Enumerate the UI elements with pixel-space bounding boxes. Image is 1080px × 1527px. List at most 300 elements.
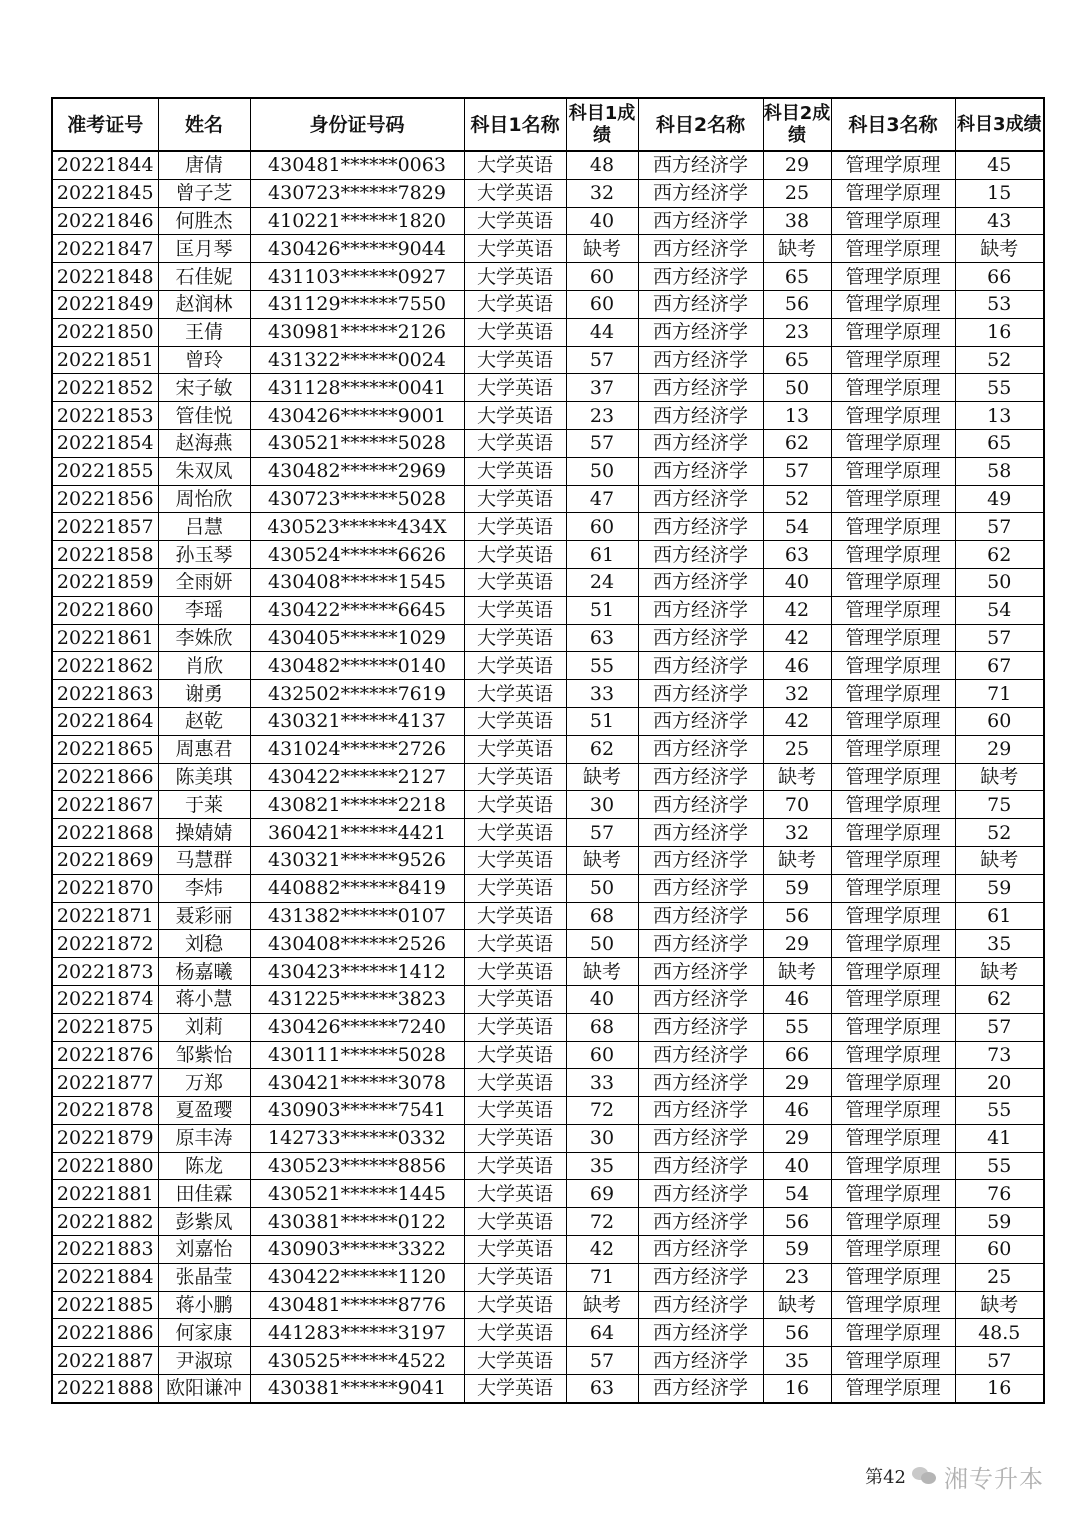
- cell-subject2-name: 西方经济学: [638, 791, 763, 819]
- cell-name: 张晶莹: [158, 1263, 250, 1291]
- cell-subject1-score: 57: [566, 1347, 638, 1375]
- cell-subject2-score: 29: [763, 151, 831, 179]
- cell-subject1-score: 47: [566, 485, 638, 513]
- cell-id-number: 430422******6645: [250, 596, 464, 624]
- cell-name: 曾玲: [158, 346, 250, 374]
- cell-subject2-name: 西方经济学: [638, 846, 763, 874]
- cell-subject1-name: 大学英语: [464, 1097, 566, 1125]
- cell-subject1-name: 大学英语: [464, 513, 566, 541]
- cell-subject1-name: 大学英语: [464, 874, 566, 902]
- cell-subject3-score: 55: [955, 1152, 1044, 1180]
- table-row: [52, 151, 1044, 179]
- cell-name: 刘稳: [158, 930, 250, 958]
- table-row: [52, 596, 1044, 624]
- cell-name: 万郑: [158, 1069, 250, 1097]
- cell-subject2-name: 西方经济学: [638, 1319, 763, 1347]
- cell-subject3-score: 59: [955, 1208, 1044, 1236]
- cell-id-number: 360421******4421: [250, 819, 464, 847]
- cell-subject1-name: 大学英语: [464, 596, 566, 624]
- cell-subject2-score: 57: [763, 457, 831, 485]
- cell-name: 刘莉: [158, 1013, 250, 1041]
- cell-subject3-score: 15: [955, 179, 1044, 207]
- cell-subject2-name: 西方经济学: [638, 680, 763, 708]
- cell-subject2-score: 46: [763, 985, 831, 1013]
- cell-subject3-score: 缺考: [955, 235, 1044, 263]
- cell-id-number: 430523******8856: [250, 1152, 464, 1180]
- cell-subject2-score: 23: [763, 1263, 831, 1291]
- cell-name: 原丰涛: [158, 1124, 250, 1152]
- table-row: [52, 624, 1044, 652]
- table-row: [52, 513, 1044, 541]
- cell-id-number: 430723******7829: [250, 179, 464, 207]
- cell-subject1-name: 大学英语: [464, 402, 566, 430]
- cell-subject1-name: 大学英语: [464, 568, 566, 596]
- cell-subject3-name: 管理学原理: [831, 680, 955, 708]
- cell-name: 肖欣: [158, 652, 250, 680]
- cell-id-number: 430981******2126: [250, 318, 464, 346]
- cell-subject1-score: 69: [566, 1180, 638, 1208]
- cell-subject1-name: 大学英语: [464, 151, 566, 179]
- cell-subject3-score: 13: [955, 402, 1044, 430]
- cell-subject2-name: 西方经济学: [638, 1236, 763, 1264]
- cell-id-number: 430426******9044: [250, 235, 464, 263]
- cell-subject1-name: 大学英语: [464, 763, 566, 791]
- header-subject2-name: 科目2名称: [638, 98, 763, 151]
- cell-subject1-score: 50: [566, 930, 638, 958]
- cell-id-number: 430481******8776: [250, 1291, 464, 1319]
- cell-subject2-score: 25: [763, 735, 831, 763]
- table-row: [52, 985, 1044, 1013]
- table-row: [52, 680, 1044, 708]
- cell-subject1-score: 30: [566, 791, 638, 819]
- cell-subject1-name: 大学英语: [464, 1375, 566, 1403]
- cell-name: 于莱: [158, 791, 250, 819]
- cell-subject1-name: 大学英语: [464, 680, 566, 708]
- cell-subject2-name: 西方经济学: [638, 374, 763, 402]
- cell-subject1-name: 大学英语: [464, 930, 566, 958]
- cell-subject2-name: 西方经济学: [638, 652, 763, 680]
- cell-subject3-score: 43: [955, 207, 1044, 235]
- cell-subject2-score: 缺考: [763, 1291, 831, 1319]
- cell-exam-id: 20221869: [52, 846, 158, 874]
- cell-name: 马慧群: [158, 846, 250, 874]
- cell-subject2-score: 40: [763, 568, 831, 596]
- cell-subject3-name: 管理学原理: [831, 1319, 955, 1347]
- cell-subject3-name: 管理学原理: [831, 541, 955, 569]
- cell-subject3-score: 57: [955, 513, 1044, 541]
- cell-id-number: 432502******7619: [250, 680, 464, 708]
- score-table: [51, 97, 1045, 1404]
- cell-subject3-name: 管理学原理: [831, 930, 955, 958]
- cell-subject1-score: 50: [566, 457, 638, 485]
- cell-exam-id: 20221880: [52, 1152, 158, 1180]
- cell-id-number: 430524******6626: [250, 541, 464, 569]
- cell-subject1-name: 大学英语: [464, 1208, 566, 1236]
- cell-subject3-score: 75: [955, 791, 1044, 819]
- cell-name: 杨嘉曦: [158, 958, 250, 986]
- cell-subject2-name: 西方经济学: [638, 707, 763, 735]
- cell-subject1-name: 大学英语: [464, 1347, 566, 1375]
- cell-exam-id: 20221864: [52, 707, 158, 735]
- cell-subject1-name: 大学英语: [464, 207, 566, 235]
- table-row: [52, 1208, 1044, 1236]
- cell-id-number: 430525******4522: [250, 1347, 464, 1375]
- cell-subject3-name: 管理学原理: [831, 207, 955, 235]
- cell-subject1-name: 大学英语: [464, 1319, 566, 1347]
- cell-name: 周怡欣: [158, 485, 250, 513]
- cell-name: 朱双凤: [158, 457, 250, 485]
- cell-subject3-score: 20: [955, 1069, 1044, 1097]
- cell-subject3-name: 管理学原理: [831, 485, 955, 513]
- cell-subject1-score: 32: [566, 179, 638, 207]
- cell-subject1-name: 大学英语: [464, 652, 566, 680]
- cell-name: 夏盈璎: [158, 1097, 250, 1125]
- cell-exam-id: 20221854: [52, 429, 158, 457]
- cell-subject3-score: 71: [955, 680, 1044, 708]
- cell-exam-id: 20221879: [52, 1124, 158, 1152]
- cell-subject3-score: 57: [955, 624, 1044, 652]
- cell-subject3-score: 58: [955, 457, 1044, 485]
- cell-subject3-score: 62: [955, 985, 1044, 1013]
- cell-name: 陈美琪: [158, 763, 250, 791]
- cell-subject2-name: 西方经济学: [638, 457, 763, 485]
- header-exam-id: 准考证号: [52, 98, 158, 151]
- cell-subject2-name: 西方经济学: [638, 1041, 763, 1069]
- cell-exam-id: 20221885: [52, 1291, 158, 1319]
- cell-subject1-score: 63: [566, 624, 638, 652]
- cell-subject3-name: 管理学原理: [831, 652, 955, 680]
- cell-subject2-score: 25: [763, 179, 831, 207]
- cell-subject3-score: 缺考: [955, 846, 1044, 874]
- cell-subject2-score: 56: [763, 290, 831, 318]
- cell-subject1-score: 35: [566, 1152, 638, 1180]
- cell-subject3-name: 管理学原理: [831, 1097, 955, 1125]
- cell-subject2-score: 23: [763, 318, 831, 346]
- cell-subject2-name: 西方经济学: [638, 429, 763, 457]
- cell-subject1-score: 48: [566, 151, 638, 179]
- cell-subject1-score: 33: [566, 1069, 638, 1097]
- cell-subject1-score: 缺考: [566, 846, 638, 874]
- cell-subject2-score: 42: [763, 596, 831, 624]
- cell-subject1-name: 大学英语: [464, 1152, 566, 1180]
- cell-subject3-score: 62: [955, 541, 1044, 569]
- cell-subject2-name: 西方经济学: [638, 568, 763, 596]
- cell-subject1-score: 40: [566, 985, 638, 1013]
- cell-exam-id: 20221857: [52, 513, 158, 541]
- cell-id-number: 430422******2127: [250, 763, 464, 791]
- wechat-icon: [912, 1465, 938, 1487]
- cell-subject1-score: 68: [566, 1013, 638, 1041]
- cell-subject1-score: 63: [566, 1375, 638, 1403]
- cell-exam-id: 20221856: [52, 485, 158, 513]
- cell-subject2-score: 42: [763, 624, 831, 652]
- cell-id-number: 430408******1545: [250, 568, 464, 596]
- cell-exam-id: 20221861: [52, 624, 158, 652]
- cell-exam-id: 20221870: [52, 874, 158, 902]
- cell-subject1-score: 51: [566, 707, 638, 735]
- cell-subject3-score: 66: [955, 263, 1044, 291]
- table-row: [52, 763, 1044, 791]
- cell-id-number: 430903******7541: [250, 1097, 464, 1125]
- cell-subject3-score: 65: [955, 429, 1044, 457]
- cell-subject2-score: 29: [763, 1069, 831, 1097]
- cell-id-number: 410221******1820: [250, 207, 464, 235]
- cell-subject2-name: 西方经济学: [638, 318, 763, 346]
- cell-subject3-name: 管理学原理: [831, 1013, 955, 1041]
- cell-name: 孙玉琴: [158, 541, 250, 569]
- cell-subject1-score: 50: [566, 874, 638, 902]
- cell-exam-id: 20221888: [52, 1375, 158, 1403]
- table-row: [52, 485, 1044, 513]
- cell-subject3-name: 管理学原理: [831, 402, 955, 430]
- cell-subject3-name: 管理学原理: [831, 1291, 955, 1319]
- cell-subject1-score: 60: [566, 263, 638, 291]
- cell-subject3-name: 管理学原理: [831, 429, 955, 457]
- table-row: [52, 1013, 1044, 1041]
- cell-id-number: 430426******7240: [250, 1013, 464, 1041]
- table-row: [52, 541, 1044, 569]
- cell-subject1-score: 72: [566, 1208, 638, 1236]
- cell-subject3-score: 59: [955, 874, 1044, 902]
- cell-exam-id: 20221852: [52, 374, 158, 402]
- cell-subject1-score: 71: [566, 1263, 638, 1291]
- cell-exam-id: 20221883: [52, 1236, 158, 1264]
- cell-subject2-score: 35: [763, 1347, 831, 1375]
- cell-subject3-name: 管理学原理: [831, 568, 955, 596]
- cell-exam-id: 20221860: [52, 596, 158, 624]
- cell-subject2-score: 62: [763, 429, 831, 457]
- cell-subject1-score: 37: [566, 374, 638, 402]
- cell-subject3-score: 55: [955, 1097, 1044, 1125]
- cell-id-number: 430723******5028: [250, 485, 464, 513]
- cell-subject2-name: 西方经济学: [638, 958, 763, 986]
- cell-exam-id: 20221850: [52, 318, 158, 346]
- cell-name: 吕慧: [158, 513, 250, 541]
- cell-subject2-name: 西方经济学: [638, 902, 763, 930]
- cell-subject3-score: 16: [955, 1375, 1044, 1403]
- cell-subject2-name: 西方经济学: [638, 1263, 763, 1291]
- cell-name: 赵海燕: [158, 429, 250, 457]
- cell-subject1-name: 大学英语: [464, 1041, 566, 1069]
- cell-subject2-score: 56: [763, 1208, 831, 1236]
- cell-subject2-name: 西方经济学: [638, 1347, 763, 1375]
- cell-subject2-name: 西方经济学: [638, 819, 763, 847]
- cell-subject2-name: 西方经济学: [638, 1069, 763, 1097]
- header-subject3-score: 科目3成绩: [955, 98, 1044, 151]
- cell-exam-id: 20221875: [52, 1013, 158, 1041]
- header-row: [52, 98, 1044, 151]
- table-row: [52, 457, 1044, 485]
- cell-subject2-name: 西方经济学: [638, 1124, 763, 1152]
- cell-subject1-name: 大学英语: [464, 346, 566, 374]
- table-row: [52, 1319, 1044, 1347]
- cell-subject3-name: 管理学原理: [831, 624, 955, 652]
- cell-id-number: 430421******3078: [250, 1069, 464, 1097]
- cell-subject3-name: 管理学原理: [831, 1180, 955, 1208]
- cell-subject3-name: 管理学原理: [831, 263, 955, 291]
- cell-subject1-name: 大学英语: [464, 846, 566, 874]
- cell-exam-id: 20221882: [52, 1208, 158, 1236]
- cell-subject3-score: 61: [955, 902, 1044, 930]
- cell-subject2-score: 66: [763, 1041, 831, 1069]
- cell-subject1-name: 大学英语: [464, 1013, 566, 1041]
- cell-subject3-score: 缺考: [955, 958, 1044, 986]
- cell-subject1-score: 40: [566, 207, 638, 235]
- cell-subject2-score: 46: [763, 1097, 831, 1125]
- cell-id-number: 430521******5028: [250, 429, 464, 457]
- cell-subject3-score: 29: [955, 735, 1044, 763]
- table-row: [52, 568, 1044, 596]
- cell-subject2-name: 西方经济学: [638, 346, 763, 374]
- cell-subject2-name: 西方经济学: [638, 1097, 763, 1125]
- cell-subject2-score: 55: [763, 1013, 831, 1041]
- cell-name: 刘嘉怡: [158, 1236, 250, 1264]
- cell-subject1-score: 55: [566, 652, 638, 680]
- cell-subject1-name: 大学英语: [464, 1124, 566, 1152]
- cell-exam-id: 20221855: [52, 457, 158, 485]
- cell-subject2-score: 缺考: [763, 763, 831, 791]
- cell-subject2-score: 40: [763, 1152, 831, 1180]
- cell-id-number: 430381******0122: [250, 1208, 464, 1236]
- table-row: [52, 1097, 1044, 1125]
- cell-name: 全雨妍: [158, 568, 250, 596]
- cell-subject3-score: 缺考: [955, 1291, 1044, 1319]
- table-row: [52, 207, 1044, 235]
- table-row: [52, 1263, 1044, 1291]
- cell-subject3-name: 管理学原理: [831, 707, 955, 735]
- cell-name: 唐倩: [158, 151, 250, 179]
- cell-subject2-name: 西方经济学: [638, 1152, 763, 1180]
- cell-subject1-name: 大学英语: [464, 290, 566, 318]
- cell-subject3-score: 52: [955, 346, 1044, 374]
- cell-subject2-name: 西方经济学: [638, 596, 763, 624]
- cell-subject3-score: 16: [955, 318, 1044, 346]
- cell-subject2-name: 西方经济学: [638, 1291, 763, 1319]
- cell-subject3-name: 管理学原理: [831, 374, 955, 402]
- cell-exam-id: 20221851: [52, 346, 158, 374]
- cell-subject2-score: 46: [763, 652, 831, 680]
- cell-subject3-score: 57: [955, 1347, 1044, 1375]
- cell-subject2-score: 29: [763, 930, 831, 958]
- cell-exam-id: 20221867: [52, 791, 158, 819]
- cell-exam-id: 20221876: [52, 1041, 158, 1069]
- table-row: [52, 402, 1044, 430]
- cell-id-number: 430903******3322: [250, 1236, 464, 1264]
- table-row: [52, 235, 1044, 263]
- cell-name: 王倩: [158, 318, 250, 346]
- cell-subject3-name: 管理学原理: [831, 763, 955, 791]
- cell-subject3-name: 管理学原理: [831, 457, 955, 485]
- table-row: [52, 1069, 1044, 1097]
- cell-subject2-score: 32: [763, 680, 831, 708]
- cell-name: 管佳悦: [158, 402, 250, 430]
- cell-subject2-score: 59: [763, 1236, 831, 1264]
- cell-exam-id: 20221871: [52, 902, 158, 930]
- cell-subject2-name: 西方经济学: [638, 985, 763, 1013]
- cell-subject3-name: 管理学原理: [831, 1152, 955, 1180]
- cell-id-number: 430426******9001: [250, 402, 464, 430]
- cell-subject2-score: 29: [763, 1124, 831, 1152]
- cell-exam-id: 20221878: [52, 1097, 158, 1125]
- cell-subject3-score: 76: [955, 1180, 1044, 1208]
- cell-subject2-score: 32: [763, 819, 831, 847]
- cell-subject3-score: 60: [955, 707, 1044, 735]
- cell-name: 尹淑琼: [158, 1347, 250, 1375]
- cell-subject3-name: 管理学原理: [831, 819, 955, 847]
- header-name: 姓名: [158, 98, 250, 151]
- cell-id-number: 430405******1029: [250, 624, 464, 652]
- cell-subject2-score: 缺考: [763, 846, 831, 874]
- cell-subject3-score: 54: [955, 596, 1044, 624]
- cell-id-number: 431103******0927: [250, 263, 464, 291]
- cell-subject2-score: 54: [763, 1180, 831, 1208]
- cell-exam-id: 20221859: [52, 568, 158, 596]
- cell-subject1-name: 大学英语: [464, 624, 566, 652]
- table-row: [52, 1152, 1044, 1180]
- cell-subject3-name: 管理学原理: [831, 1347, 955, 1375]
- cell-name: 操婧婧: [158, 819, 250, 847]
- cell-id-number: 431024******2726: [250, 735, 464, 763]
- cell-subject2-name: 西方经济学: [638, 1180, 763, 1208]
- cell-name: 石佳妮: [158, 263, 250, 291]
- cell-exam-id: 20221886: [52, 1319, 158, 1347]
- cell-subject1-name: 大学英语: [464, 429, 566, 457]
- cell-subject2-name: 西方经济学: [638, 1208, 763, 1236]
- cell-name: 陈龙: [158, 1152, 250, 1180]
- cell-subject3-score: 35: [955, 930, 1044, 958]
- cell-id-number: 142733******0332: [250, 1124, 464, 1152]
- table-row: [52, 374, 1044, 402]
- cell-subject3-name: 管理学原理: [831, 985, 955, 1013]
- cell-name: 周惠君: [158, 735, 250, 763]
- table-row: [52, 652, 1044, 680]
- cell-name: 蒋小慧: [158, 985, 250, 1013]
- cell-id-number: 430482******0140: [250, 652, 464, 680]
- cell-id-number: 430821******2218: [250, 791, 464, 819]
- header-subject3-name: 科目3名称: [831, 98, 955, 151]
- cell-subject2-score: 63: [763, 541, 831, 569]
- table-row: [52, 1291, 1044, 1319]
- cell-subject2-score: 65: [763, 346, 831, 374]
- cell-subject1-score: 60: [566, 1041, 638, 1069]
- cell-name: 李瑶: [158, 596, 250, 624]
- cell-subject1-name: 大学英语: [464, 791, 566, 819]
- cell-subject2-name: 西方经济学: [638, 402, 763, 430]
- table-row: [52, 263, 1044, 291]
- cell-subject1-name: 大学英语: [464, 735, 566, 763]
- table-row: [52, 346, 1044, 374]
- cell-subject2-name: 西方经济学: [638, 1375, 763, 1403]
- cell-exam-id: 20221872: [52, 930, 158, 958]
- cell-subject2-score: 70: [763, 791, 831, 819]
- cell-subject1-name: 大学英语: [464, 1291, 566, 1319]
- cell-exam-id: 20221853: [52, 402, 158, 430]
- cell-subject3-name: 管理学原理: [831, 1124, 955, 1152]
- cell-subject3-name: 管理学原理: [831, 1041, 955, 1069]
- cell-subject1-score: 57: [566, 429, 638, 457]
- cell-id-number: 430321******9526: [250, 846, 464, 874]
- cell-subject2-name: 西方经济学: [638, 179, 763, 207]
- cell-subject2-name: 西方经济学: [638, 735, 763, 763]
- cell-id-number: 430423******1412: [250, 958, 464, 986]
- cell-id-number: 431382******0107: [250, 902, 464, 930]
- cell-subject3-score: 67: [955, 652, 1044, 680]
- cell-subject1-score: 57: [566, 819, 638, 847]
- cell-name: 宋子敏: [158, 374, 250, 402]
- cell-subject3-name: 管理学原理: [831, 735, 955, 763]
- cell-subject1-name: 大学英语: [464, 985, 566, 1013]
- table-row: [52, 735, 1044, 763]
